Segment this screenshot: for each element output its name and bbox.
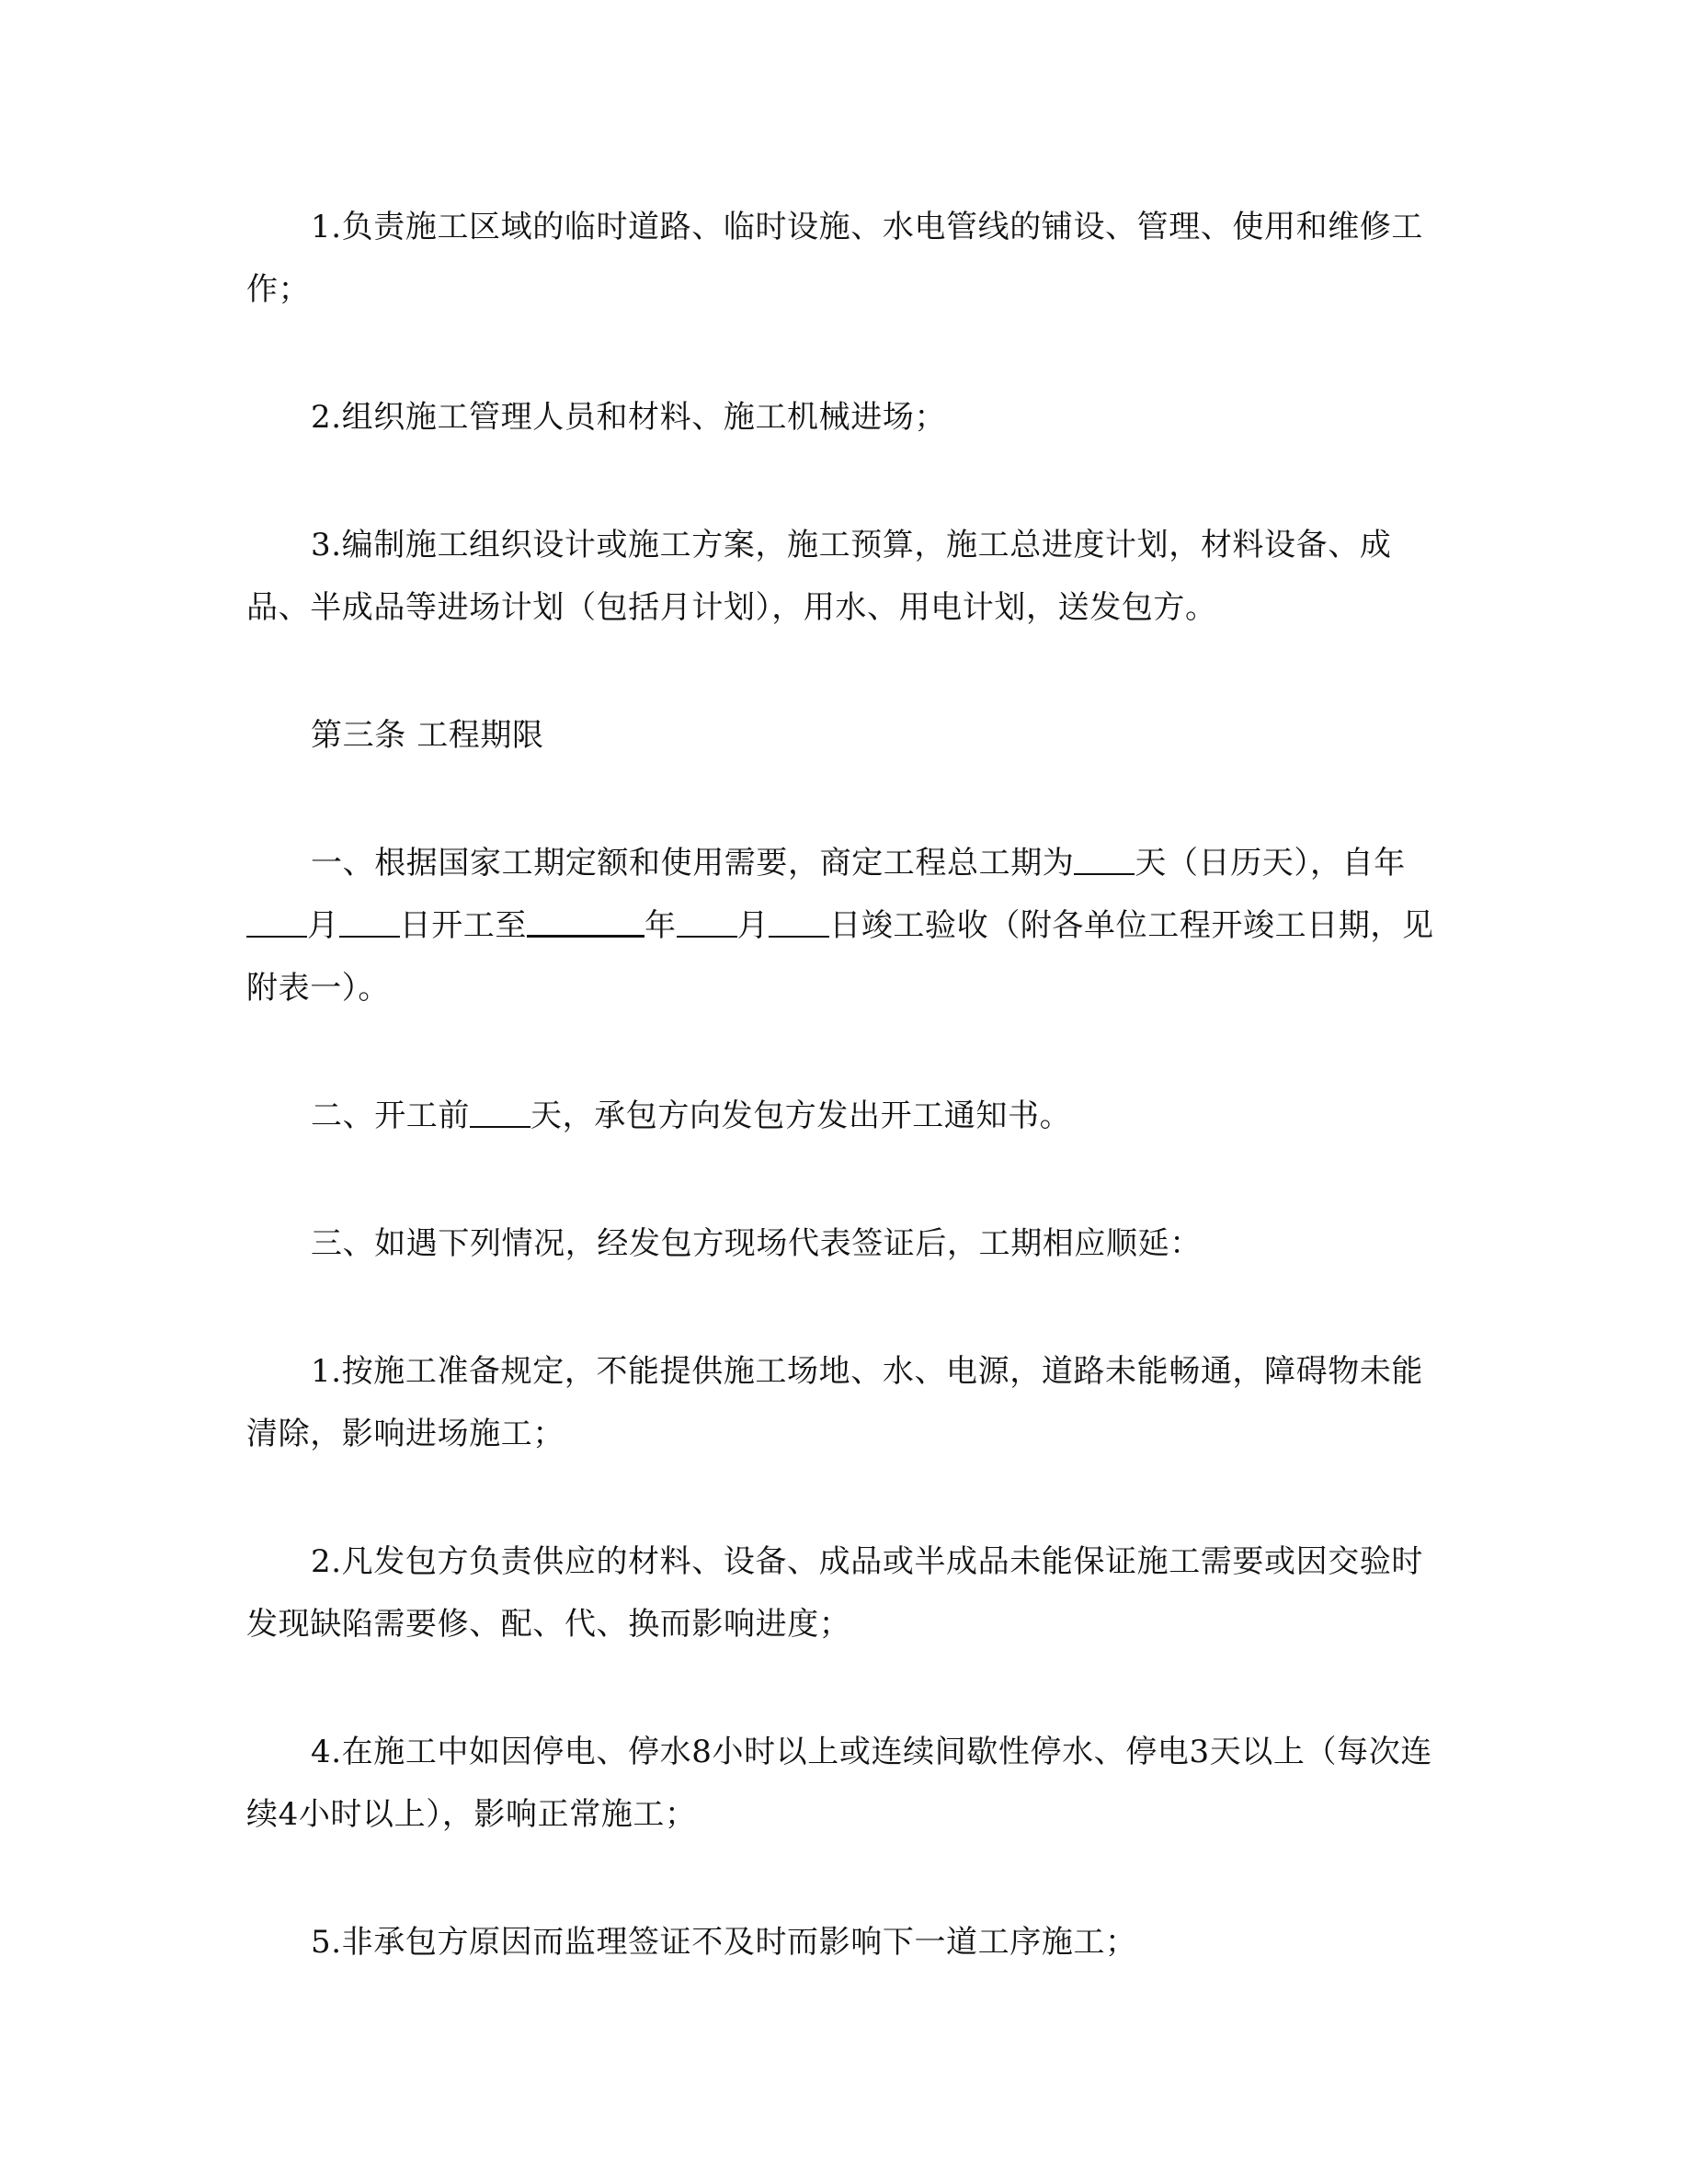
paragraph-item-3: 3.编制施工组织设计或施工方案，施工预算，施工总进度计划，材料设备、成品、半成品等进场计划（包括月计划），用水、用电计划，送发包方。 bbox=[246, 527, 1392, 626]
paragraph-item-materials: 2.凡发包方负责供应的材料、设备、成品或半成品未能保证施工需要或因交验时发现缺陷需要修、配、代、换而影响进度； bbox=[246, 1543, 1424, 1643]
section-heading: 第三条 工程期限 bbox=[311, 717, 544, 754]
blank-end-day bbox=[769, 908, 829, 938]
paragraph-item-supervision: 5.非承包方原因而监理签证不及时而影响下一道工序施工； bbox=[311, 1924, 1137, 1961]
duration-text-f: 月 bbox=[736, 907, 770, 944]
notice-text-a: 二、开工前 bbox=[311, 1098, 470, 1134]
notice-text-b: 天，承包方向发包方发出开工通知书。 bbox=[530, 1098, 1072, 1134]
paragraph-item-power: 4.在施工中如因停电、停水8小时以上或连续间歇性停水、停电3天以上（每次连续4小时以上），影响正常施工； bbox=[246, 1734, 1432, 1833]
duration-text-d: 日开工至 bbox=[399, 907, 528, 944]
document-body bbox=[246, 196, 1442, 2039]
paragraph-item-site: 1.按施工准备规定，不能提供施工场地、水、电源，道路未能畅通，障碍物未能清除，影响进场施工； bbox=[246, 1353, 1424, 1452]
paragraph-extension: 三、如遇下列情况，经发包方现场代表签证后，工期相应顺延： bbox=[311, 1225, 1202, 1262]
duration-text-b: 天（日历天），自年 bbox=[1135, 845, 1406, 882]
duration-text-e: 年 bbox=[644, 907, 677, 944]
blank-end-year bbox=[527, 907, 644, 938]
paragraph-duration bbox=[246, 832, 1442, 1019]
paragraph-item-1: 1.负责施工区域的临时道路、临时设施、水电管线的铺设、管理、使用和维修工作； bbox=[246, 209, 1424, 308]
duration-text-g: 日竣工验收（附各单位工程开竣工日期，见附表一）。 bbox=[246, 907, 1434, 1007]
paragraph-notice bbox=[246, 1085, 1442, 1147]
blank-end-month bbox=[677, 908, 737, 938]
blank-notice-days bbox=[470, 1098, 530, 1128]
blank-start-day bbox=[339, 908, 400, 938]
duration-text-a: 一、根据国家工期定额和使用需要，商定工程总工期为 bbox=[311, 845, 1075, 882]
blank-start-month bbox=[246, 908, 307, 938]
paragraph-item-2: 2.组织施工管理人员和材料、施工机械进场； bbox=[311, 399, 947, 436]
duration-text-c: 月 bbox=[307, 907, 339, 944]
blank-total-days bbox=[1074, 846, 1135, 875]
